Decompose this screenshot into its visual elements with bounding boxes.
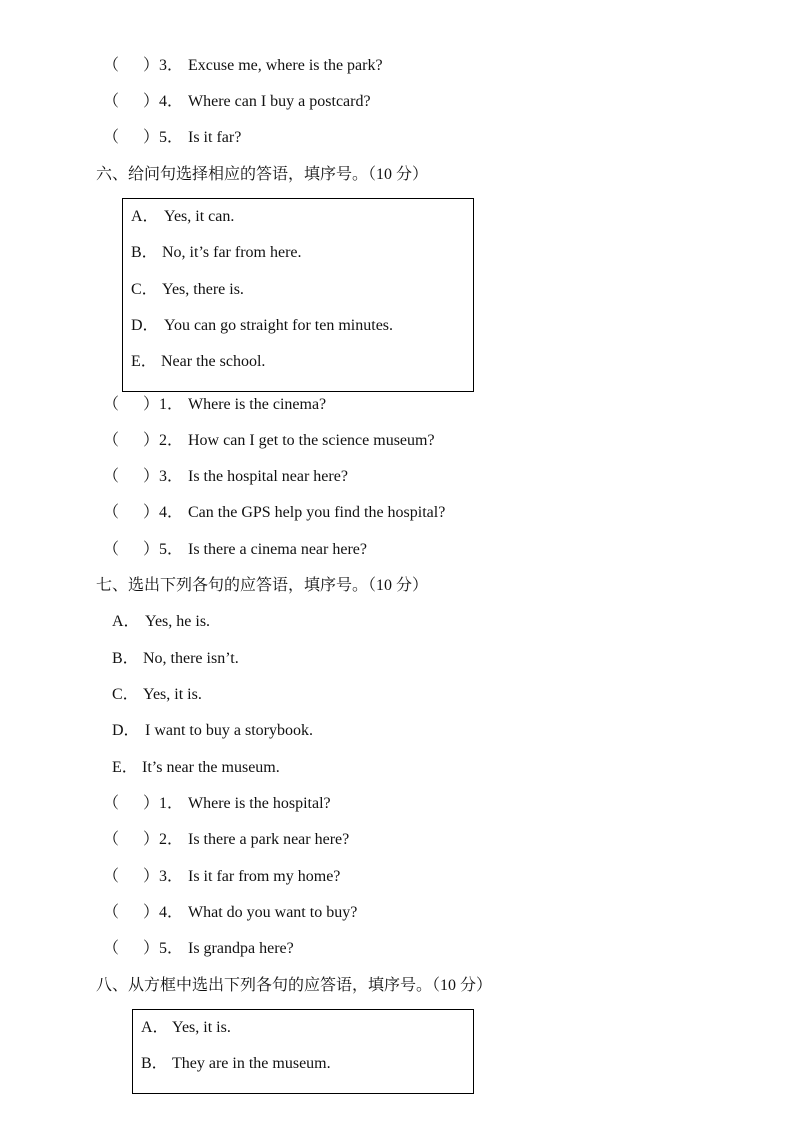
question-text: Is the hospital near here? <box>188 468 348 485</box>
question-line <box>103 128 241 148</box>
option-item <box>131 243 302 263</box>
answer-paren-close: ） <box>143 93 160 110</box>
option-text: Near the school. <box>161 353 266 370</box>
answer-paren-close: ） <box>143 904 160 921</box>
question-text: How can I get to the science museum? <box>188 432 435 449</box>
option-text: You can go straight for ten minutes. <box>164 317 394 334</box>
question-line <box>103 467 348 487</box>
question-number: 5． <box>159 541 184 558</box>
question-text: Can the GPS help you find the hospital? <box>188 504 446 521</box>
answer-paren-open[interactable]: （ <box>103 940 120 957</box>
question-line <box>103 92 371 112</box>
option-letter: A． <box>141 1019 169 1036</box>
option-letter: D． <box>112 722 140 739</box>
answer-paren-open[interactable]: （ <box>103 93 120 110</box>
answer-paren-close: ） <box>143 396 160 413</box>
question-number: 2． <box>159 432 184 449</box>
question-text: Where can I buy a postcard? <box>188 93 371 110</box>
answer-paren-open[interactable]: （ <box>103 541 120 558</box>
answer-paren-close: ） <box>143 868 160 885</box>
option-item <box>112 721 313 741</box>
answer-paren-open[interactable]: （ <box>103 795 120 812</box>
option-letter: E． <box>112 759 138 776</box>
option-text: Yes, it is. <box>172 1019 231 1036</box>
question-number: 3． <box>159 57 184 74</box>
question-text: Where is the cinema? <box>188 396 327 413</box>
option-letter: A． <box>131 208 159 225</box>
option-text: Yes, it can. <box>164 208 235 225</box>
option-letter: C． <box>112 686 139 703</box>
option-item <box>141 1054 331 1074</box>
option-text: I want to buy a storybook. <box>145 722 313 739</box>
question-number: 5． <box>159 940 184 957</box>
option-letter: D． <box>131 317 159 334</box>
option-letter: B． <box>112 650 139 667</box>
option-item <box>141 1018 231 1038</box>
answer-paren-close: ） <box>143 468 160 485</box>
question-number: 3． <box>159 468 184 485</box>
answer-paren-open[interactable]: （ <box>103 129 120 146</box>
answer-paren-close: ） <box>143 831 160 848</box>
answer-paren-open[interactable]: （ <box>103 432 120 449</box>
question-text: Is it far from my home? <box>188 868 341 885</box>
question-text: Where is the hospital? <box>188 795 331 812</box>
question-line <box>103 503 445 523</box>
option-letter: E． <box>131 353 157 370</box>
question-line <box>103 540 367 560</box>
question-line <box>103 939 294 959</box>
section-heading: 七、选出下列各句的应答语，填序号。（10 分） <box>96 577 429 594</box>
option-item <box>131 316 393 336</box>
question-line <box>103 56 383 76</box>
option-text: It’s near the museum. <box>142 759 280 776</box>
option-item <box>131 207 234 227</box>
answer-paren-close: ） <box>143 541 160 558</box>
answer-paren-open[interactable]: （ <box>103 831 120 848</box>
question-number: 1． <box>159 795 184 812</box>
question-text: Excuse me, where is the park? <box>188 57 383 74</box>
question-text: Is there a cinema near here? <box>188 541 367 558</box>
answer-paren-close: ） <box>143 57 160 74</box>
question-line <box>103 867 340 887</box>
option-letter: A． <box>112 613 140 630</box>
question-number: 5． <box>159 129 184 146</box>
question-text: Is it far? <box>188 129 242 146</box>
question-text: Is grandpa here? <box>188 940 294 957</box>
answer-paren-open[interactable]: （ <box>103 868 120 885</box>
question-number: 2． <box>159 831 184 848</box>
question-line <box>103 794 331 814</box>
option-letter: B． <box>141 1055 168 1072</box>
section-heading: 六、给问句选择相应的答语，填序号。（10 分） <box>96 166 429 183</box>
question-number: 4． <box>159 904 184 921</box>
question-line <box>103 431 435 451</box>
option-item <box>131 280 244 300</box>
section-heading: 八、从方框中选出下列各句的应答语，填序号。（10 分） <box>96 977 493 994</box>
question-text: What do you want to buy? <box>188 904 358 921</box>
option-text: Yes, there is. <box>162 281 244 298</box>
question-number: 1． <box>159 396 184 413</box>
answer-paren-close: ） <box>143 504 160 521</box>
option-item <box>112 649 239 669</box>
answer-paren-open[interactable]: （ <box>103 468 120 485</box>
option-text: They are in the museum. <box>172 1055 331 1072</box>
question-number: 4． <box>159 504 184 521</box>
question-line <box>103 903 357 923</box>
option-item <box>112 758 280 778</box>
option-text: No, there isn’t. <box>143 650 239 667</box>
option-item <box>112 612 210 632</box>
answer-paren-open[interactable]: （ <box>103 396 120 413</box>
option-item <box>131 352 265 372</box>
question-number: 3． <box>159 868 184 885</box>
answer-paren-open[interactable]: （ <box>103 57 120 74</box>
answer-paren-open[interactable]: （ <box>103 904 120 921</box>
option-letter: C． <box>131 281 158 298</box>
option-letter: B． <box>131 244 158 261</box>
option-item <box>112 685 202 705</box>
question-line <box>103 830 349 850</box>
answer-paren-open[interactable]: （ <box>103 504 120 521</box>
option-text: Yes, it is. <box>143 686 202 703</box>
question-line <box>103 395 326 415</box>
answer-paren-close: ） <box>143 129 160 146</box>
option-text: Yes, he is. <box>145 613 211 630</box>
option-text: No, it’s far from here. <box>162 244 302 261</box>
answer-paren-close: ） <box>143 432 160 449</box>
question-text: Is there a park near here? <box>188 831 350 848</box>
question-number: 4． <box>159 93 184 110</box>
answer-paren-close: ） <box>143 795 160 812</box>
answer-paren-close: ） <box>143 940 160 957</box>
